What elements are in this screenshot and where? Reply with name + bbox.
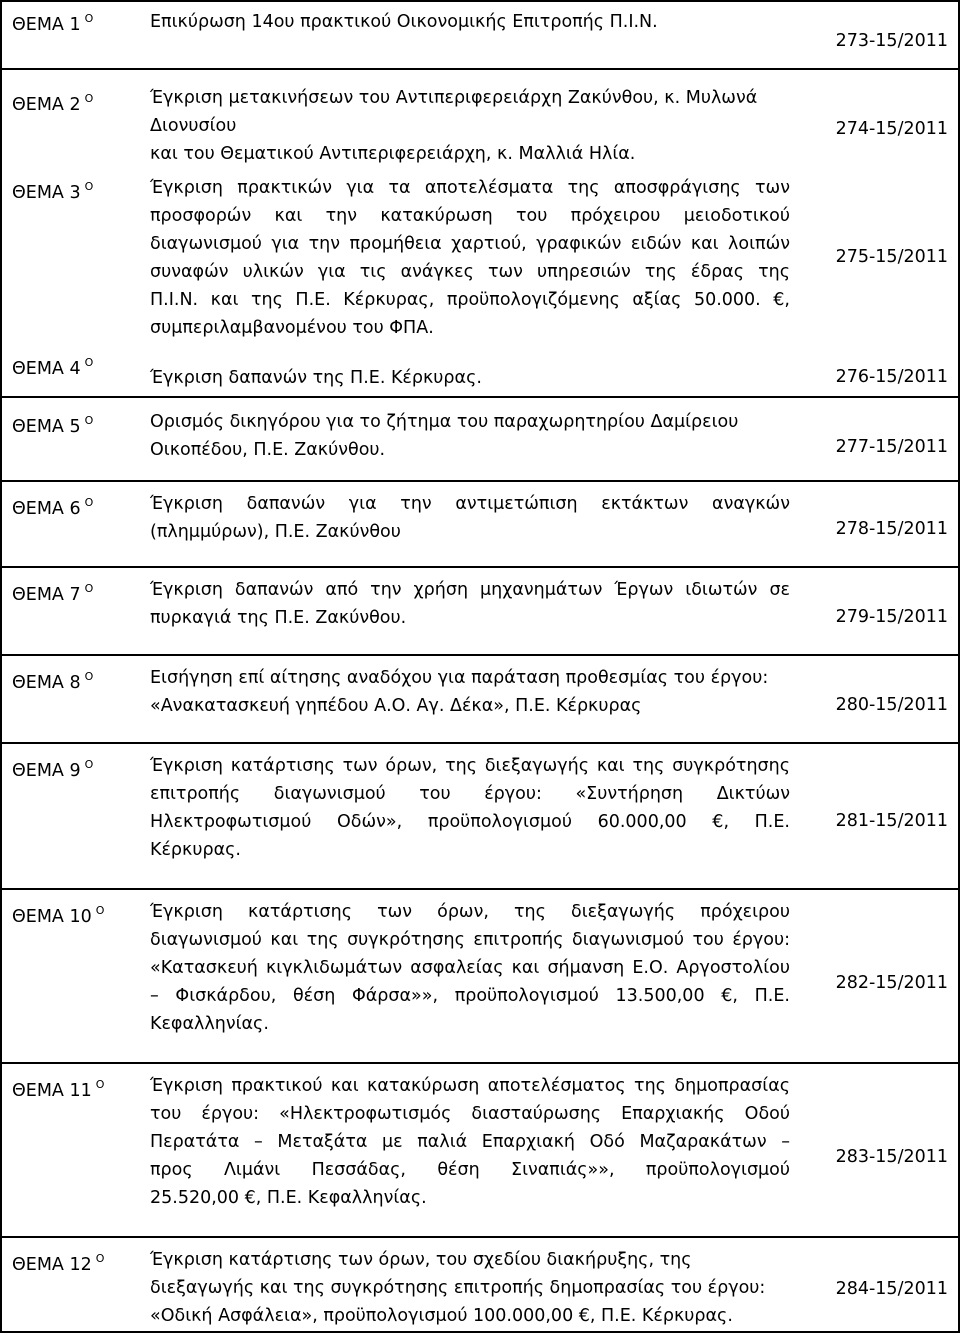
description-line: (πλημμύρων), Π.Ε. Ζακύνθου [150, 522, 401, 542]
description-line: 25.520,00 €, Π.Ε. Κεφαλληνίας. [150, 1188, 427, 1208]
description-line: «Οδική Ασφάλεια», προϋπολογισμού 100.000,00 €, Π.Ε. Κέρκυρας. [150, 1306, 733, 1326]
topic-number: ΘΕΜΑ 12 [12, 1255, 92, 1275]
topic-number: ΘΕΜΑ 7 [12, 585, 81, 605]
description-line: «Κατασκευή κιγκλιδωμάτων ασφαλείας και σήμανση Ε.Ο. Αργοστολίου [150, 958, 790, 978]
description-line: Περατάτα – Μεταξάτα με παλιά Επαρχιακή Οδό Μαζαρακάτων – [150, 1132, 790, 1152]
description-line: Ηλεκτροφωτισμού Οδών», προϋπολογισμού 60.000,00 €, Π.Ε. [150, 812, 790, 832]
row-divider [0, 396, 960, 398]
description-line: Διονυσίου [150, 116, 237, 136]
topic-number: ΘΕΜΑ 6 [12, 499, 81, 519]
topic-number: ΘΕΜΑ 10 [12, 907, 92, 927]
description-line: προσφορών και την κατακύρωση του πρόχειρου μειοδοτικού [150, 206, 790, 226]
description-line: επιτροπής διαγωνισμού του έργου: «Συντήρηση Δικτύων [150, 784, 790, 804]
ordinal-superscript: Ο [95, 1078, 105, 1091]
description-line: Έγκριση δαπανών για την αντιμετώπιση εκτάκτων αναγκών [150, 494, 790, 514]
topic-label [12, 350, 93, 382]
decision-number: 273-15/2011 [835, 31, 948, 51]
description-line: Κεφαλληνίας. [150, 1014, 269, 1034]
description-line: Έγκριση κατάρτισης των όρων, της διεξαγωγής και της συγκρότησης [150, 756, 790, 776]
decision-number: 281-15/2011 [835, 811, 948, 831]
description-line: Κέρκυρας. [150, 840, 241, 860]
ordinal-superscript: Ο [84, 414, 94, 427]
topic-description [150, 576, 790, 632]
description-line: πυρκαγιά της Π.Ε. Ζακύνθου. [150, 608, 407, 628]
topic-description [150, 898, 790, 1038]
topic-number: ΘΕΜΑ 3 [12, 183, 81, 203]
description-line: διαγωνισμού και της συγκρότησης επιτροπής διαγωνισμού του έργου: [150, 930, 790, 950]
description-line: – Φισκάρδου, θέση Φάρσα»», προϋπολογισμού 13.500,00 €, Π.Ε. [150, 986, 790, 1006]
description-line: προς Λιμάνι Πεσσάδας, θέση Σιναπιάς»», προϋπολογισμού [150, 1160, 790, 1180]
description-line: Επικύρωση 14ου πρακτικού Οικονομικής Επιτροπής Π.Ι.Ν. [150, 12, 658, 32]
topic-label [12, 1072, 104, 1104]
topic-description [150, 664, 790, 720]
ordinal-superscript: Ο [95, 1252, 105, 1265]
ordinal-superscript: Ο [84, 758, 94, 771]
topic-label [12, 752, 93, 784]
decision-number: 279-15/2011 [835, 607, 948, 627]
decision-number: 283-15/2011 [835, 1147, 948, 1167]
row-divider [0, 1062, 960, 1064]
decision-number: 277-15/2011 [835, 437, 948, 457]
ordinal-superscript: Ο [95, 904, 105, 917]
description-line: Έγκριση μετακινήσεων του Αντιπεριφερειάρχη Ζακύνθου, κ. Μυλωνά [150, 88, 758, 108]
row-divider [0, 566, 960, 568]
ordinal-superscript: Ο [84, 496, 94, 509]
topic-number: ΘΕΜΑ 8 [12, 673, 81, 693]
description-line: συναφών υλικών για τις ανάγκες των υπηρεσιών της έδρας της [150, 262, 790, 282]
description-line: Έγκριση δαπανών από την χρήση μηχανημάτων Έργων ιδιωτών σε [150, 580, 790, 600]
decision-number: 278-15/2011 [835, 519, 948, 539]
ordinal-superscript: Ο [84, 582, 94, 595]
row-divider [0, 1236, 960, 1238]
row-divider [0, 654, 960, 656]
ordinal-superscript: Ο [84, 180, 94, 193]
topic-label [12, 898, 104, 930]
ordinal-superscript: Ο [84, 12, 94, 25]
description-line: Ορισμός δικηγόρου για το ζήτημα του παραχωρητηρίου Δαμίρειου [150, 412, 739, 432]
row-divider [0, 888, 960, 890]
table-border-top [0, 0, 960, 2]
topic-description [150, 8, 790, 36]
topic-number: ΘΕΜΑ 1 [12, 15, 81, 35]
topic-number: ΘΕΜΑ 11 [12, 1081, 92, 1101]
description-line: Π.Ι.Ν. και της Π.Ε. Κέρκυρας, προϋπολογιζόμενης αξίας 50.000. €, [150, 290, 790, 310]
topic-label [12, 1246, 104, 1278]
topic-label [12, 576, 93, 608]
table-border-left [0, 0, 2, 1333]
topic-description [150, 408, 790, 464]
topic-label [12, 490, 93, 522]
topic-description [150, 364, 790, 392]
decision-number: 276-15/2011 [835, 367, 948, 387]
topic-label [12, 664, 93, 696]
topic-number: ΘΕΜΑ 2 [12, 95, 81, 115]
ordinal-superscript: Ο [84, 356, 94, 369]
description-line: συμπεριλαμβανομένου του ΦΠΑ. [150, 318, 434, 338]
ordinal-superscript: Ο [84, 670, 94, 683]
topic-description [150, 1072, 790, 1212]
topic-number: ΘΕΜΑ 9 [12, 761, 81, 781]
topic-label [12, 408, 93, 440]
topic-description [150, 752, 790, 864]
topic-description [150, 174, 790, 342]
topic-description [150, 1246, 790, 1330]
description-line: Εισήγηση επί αίτησης αναδόχου για παράταση προθεσμίας του έργου: [150, 668, 769, 688]
decision-number: 280-15/2011 [835, 695, 948, 715]
topic-label [12, 86, 93, 118]
description-line: και του Θεματικού Αντιπεριφερειάρχη, κ. Μαλλιά Ηλία. [150, 144, 636, 164]
description-line: Έγκριση πρακτικών για τα αποτελέσματα της αποσφράγισης των [150, 178, 790, 198]
description-line: Έγκριση κατάρτισης των όρων, της διεξαγωγής πρόχειρου [150, 902, 790, 922]
topic-description [150, 490, 790, 546]
topic-number: ΘΕΜΑ 4 [12, 359, 81, 379]
row-divider [0, 68, 960, 70]
ordinal-superscript: Ο [84, 92, 94, 105]
decision-number: 275-15/2011 [835, 247, 948, 267]
description-line: Οικοπέδου, Π.Ε. Ζακύνθου. [150, 440, 386, 460]
decision-number: 284-15/2011 [835, 1279, 948, 1299]
description-line: Έγκριση κατάρτισης των όρων, του σχεδίου διακήρυξης, της [150, 1250, 692, 1270]
topic-label [12, 6, 93, 38]
description-line: διαγωνισμού για την προμήθεια χαρτιού, γραφικών ειδών και λοιπών [150, 234, 790, 254]
description-line: Έγκριση πρακτικού και κατακύρωση αποτελέσματος της δημοπρασίας [150, 1076, 790, 1096]
decision-number: 282-15/2011 [835, 973, 948, 993]
decision-number: 274-15/2011 [835, 119, 948, 139]
description-line: του έργου: «Ηλεκτροφωτισμός διασταύρωσης Επαρχιακής Οδού [150, 1104, 790, 1124]
row-divider [0, 742, 960, 744]
description-line: Έγκριση δαπανών της Π.Ε. Κέρκυρας. [150, 368, 482, 388]
topic-number: ΘΕΜΑ 5 [12, 417, 81, 437]
topic-description [150, 84, 790, 168]
description-line: «Ανακατασκευή γηπέδου Α.Ο. Αγ. Δέκα», Π.Ε. Κέρκυρας [150, 696, 642, 716]
topic-label [12, 174, 93, 206]
row-divider [0, 480, 960, 482]
description-line: διεξαγωγής και της συγκρότησης επιτροπής δημοπρασίας του έργου: [150, 1278, 766, 1298]
